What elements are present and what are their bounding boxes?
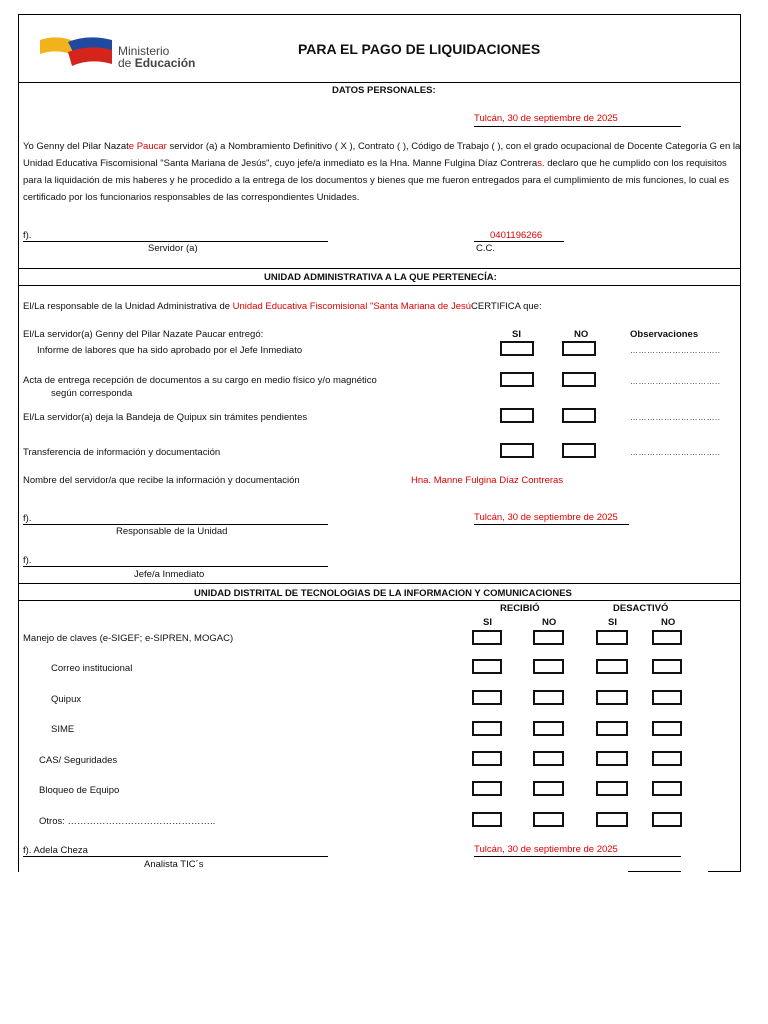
bottom-short-line-1 (628, 871, 681, 872)
tic-row-5-recibio-si[interactable] (472, 751, 502, 766)
admin-col-observaciones: Observaciones (630, 329, 699, 340)
tic-row-5-recibio-no[interactable] (533, 751, 564, 766)
tic-row-4-recibio-si[interactable] (472, 721, 502, 736)
admin-item-2-obs[interactable]: ………………………….. (630, 377, 721, 386)
tic-row-1-desactivo-si[interactable] (596, 630, 628, 645)
admin-item-4-obs[interactable]: ………………………….. (630, 448, 721, 457)
tic-row-1-recibio-si[interactable] (472, 630, 502, 645)
tic-col-desactivo-si: SI (608, 617, 617, 628)
signature-line-jefe (23, 566, 328, 567)
admin-item-2-text: Acta de entrega recepción de documentos a su cargo en medio físico y/o magnético (23, 375, 377, 386)
tic-row-3-desactivo-si[interactable] (596, 690, 628, 705)
tic-row-1-desactivo-no[interactable] (652, 630, 682, 645)
tic-date-underline (474, 856, 681, 857)
personal-date-underline (474, 126, 681, 127)
tic-item-6: Bloqueo de Equipo (39, 785, 120, 796)
cedula-underline (474, 241, 564, 242)
tic-item-3: Quipux (51, 694, 82, 705)
receiver-label: Nombre del servidor/a que recibe la información y documentación (23, 475, 300, 486)
bottom-short-line-2 (708, 871, 741, 872)
admin-item-2-no-box[interactable] (562, 372, 596, 387)
tic-row-4-desactivo-si[interactable] (596, 721, 628, 736)
decl-part-d: s. (537, 158, 545, 169)
decl-part-b: e Paucar (128, 141, 167, 152)
tic-col-desactivo-no: NO (661, 617, 676, 628)
tic-col-recibio-si: SI (483, 617, 492, 628)
logo-text-prefix: de (118, 56, 135, 70)
tic-row-3-desactivo-no[interactable] (652, 690, 682, 705)
admin-item-1-no-box[interactable] (562, 341, 596, 356)
logo-text-bold: Educación (134, 56, 196, 70)
tic-row-6-desactivo-no[interactable] (652, 781, 682, 796)
section-header-admin: UNIDAD ADMINISTRATIVA A LA QUE PERTENECÍA: (264, 272, 497, 283)
admin-unit-name: Unidad Educativa Fiscomisional "Santa Mariana de Jesú (232, 301, 472, 312)
admin-line-prefix: El/La responsable de la Unidad Administrativa de (23, 301, 233, 312)
servidor-label: Servidor (a) (148, 243, 198, 254)
tic-row-3-recibio-no[interactable] (533, 690, 564, 705)
signature-line-responsable (23, 524, 328, 525)
tic-row-7-recibio-si[interactable] (472, 812, 502, 827)
admin-date-underline (474, 524, 629, 525)
tic-row-2-desactivo-no[interactable] (652, 659, 682, 674)
admin-item-3-si-box[interactable] (500, 408, 534, 423)
decl-part-a: Yo Genny del Pilar Nazat (23, 141, 129, 152)
logo-text-line1: Ministerio (118, 44, 170, 58)
tic-row-1-recibio-no[interactable] (533, 630, 564, 645)
tic-row-7-recibio-no[interactable] (533, 812, 564, 827)
responsable-label: Responsable de la Unidad (116, 526, 228, 537)
divider-admin-top (18, 268, 741, 269)
frame-left (18, 14, 19, 872)
tic-row-7-desactivo-si[interactable] (596, 812, 628, 827)
tic-item-7: Otros: ……………………………………….. (39, 816, 216, 827)
decl-part-e: declaro que he cumplido con los requisitos para la liquidación de mis haberes y he procedido a la entrega de los documentos y bienes que me fueron entregados para el cumplimiento de mis funciones, lo cual es certificado por los funcionarios responsables de las correspondientes Unidades. (23, 158, 730, 203)
tic-row-2-recibio-no[interactable] (533, 659, 564, 674)
logo-text-line2 (118, 56, 195, 70)
tic-col-recibio-no: NO (542, 617, 557, 628)
tic-date: Tulcán, 30 de septiembre de 2025 (474, 844, 618, 855)
tic-f-line: f). Adela Cheza (23, 845, 88, 856)
tic-item-4: SIME (51, 724, 75, 735)
admin-item-3-no-box[interactable] (562, 408, 596, 423)
tic-row-4-desactivo-no[interactable] (652, 721, 682, 736)
divider-admin-bottom (18, 285, 741, 286)
personal-place-date: Tulcán, 30 de septiembre de 2025 (474, 113, 618, 124)
tic-row-4-recibio-no[interactable] (533, 721, 564, 736)
admin-item-1-si-box[interactable] (500, 341, 534, 356)
signature-line-servidor (23, 241, 328, 242)
flag-logo-icon (38, 34, 114, 68)
admin-date: Tulcán, 30 de septiembre de 2025 (474, 512, 618, 523)
divider-tic-bottom (18, 600, 741, 601)
jefe-label: Jefe/a Inmediato (134, 569, 205, 580)
receiver-name: Hna. Manne Fulgina Díaz Contreras (411, 475, 564, 486)
admin-f-label-2: f). (23, 555, 32, 566)
ministry-logo (38, 34, 228, 74)
tic-item-2: Correo institucional (51, 663, 133, 674)
admin-item-3-obs[interactable]: ………………………….. (630, 413, 721, 422)
page-title: PARA EL PAGO DE LIQUIDACIONES (298, 41, 541, 57)
decl-part-c: servidor (a) a Nombramiento Definitivo ( X ), Contrato ( ), Código de Trabajo ( ), con el grado ocupacional de Docente Categoría G en la Unidad Educativa Fiscomisional "Santa Mariana de Jesús", cuyo jefe/a inmediato es la Hna. Manne Fulgina Díaz Contrera (23, 141, 741, 169)
cc-label: C.C. (476, 243, 495, 254)
section-header-personal: DATOS PERSONALES: (332, 85, 436, 96)
admin-item-1-obs[interactable]: ………………………….. (630, 346, 721, 355)
tic-row-3-recibio-si[interactable] (472, 690, 502, 705)
tic-row-2-desactivo-si[interactable] (596, 659, 628, 674)
admin-item-4-si-box[interactable] (500, 443, 534, 458)
tic-row-6-recibio-no[interactable] (533, 781, 564, 796)
divider-title (18, 82, 741, 83)
divider-tic-top (18, 583, 741, 584)
tic-row-6-desactivo-si[interactable] (596, 781, 628, 796)
admin-f-label: f). (23, 513, 32, 524)
admin-item-1-text: Informe de labores que ha sido aprobado por el Jefe Inmediato (37, 345, 303, 356)
tic-row-5-desactivo-si[interactable] (596, 751, 628, 766)
tic-row-5-desactivo-no[interactable] (652, 751, 682, 766)
admin-delivered-intro: El/La servidor(a) Genny del Pilar Nazate Paucar entregó: (23, 329, 264, 340)
admin-item-3-text: El/La servidor(a) deja la Bandeja de Quipux sin trámites pendientes (23, 412, 308, 423)
admin-col-si: SI (512, 329, 521, 340)
admin-item-2-text2: según corresponda (51, 388, 133, 399)
signature-line-tic (23, 856, 328, 857)
tic-col-recibio: RECIBIÓ (500, 603, 540, 614)
tic-row-2-recibio-si[interactable] (472, 659, 502, 674)
tic-row-7-desactivo-no[interactable] (652, 812, 682, 827)
analista-label: Analista TIC´s (144, 859, 204, 870)
tic-col-desactivo: DESACTIVÓ (613, 603, 669, 614)
frame-top (18, 14, 741, 15)
admin-certifica-line (23, 301, 741, 312)
cedula-number: 0401196266 (490, 230, 543, 241)
admin-line-suffix: CERTIFICA que: (471, 301, 542, 312)
signature-f-label: f). (23, 230, 32, 241)
tic-item-1: Manejo de claves (e-SIGEF; e-SIPREN, MOGAC) (23, 633, 234, 644)
section-header-tic: UNIDAD DISTRITAL DE TECNOLOGIAS DE LA INFORMACION Y COMUNICACIONES (194, 588, 572, 599)
admin-item-2-si-box[interactable] (500, 372, 534, 387)
admin-item-4-text: Transferencia de información y documentación (23, 447, 221, 458)
tic-item-5: CAS/ Seguridades (39, 755, 118, 766)
declaration-paragraph (23, 138, 741, 206)
admin-col-no: NO (574, 329, 589, 340)
tic-row-6-recibio-si[interactable] (472, 781, 502, 796)
admin-item-4-no-box[interactable] (562, 443, 596, 458)
